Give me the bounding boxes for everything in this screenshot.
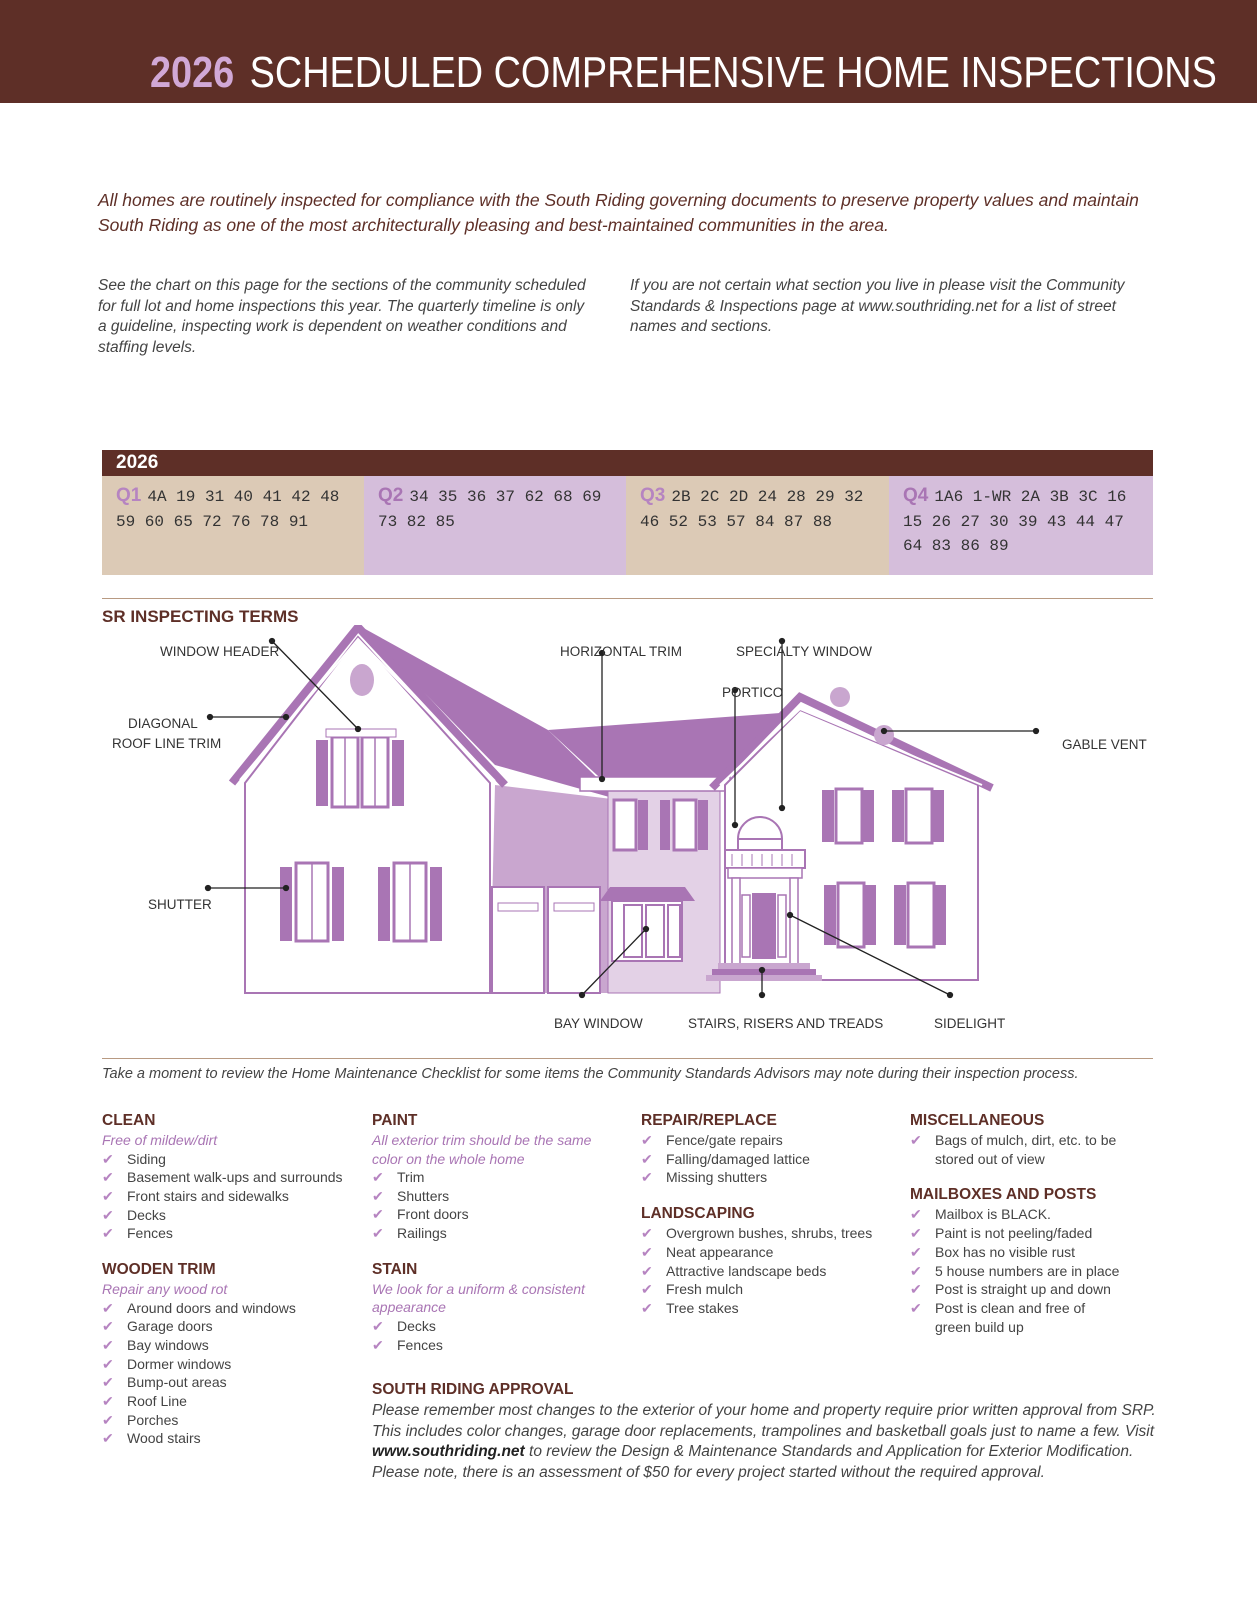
checklist-list xyxy=(372,1317,622,1354)
title-year: 2026 xyxy=(150,48,235,97)
checklist-item xyxy=(910,1299,1160,1336)
checklist-column-3 xyxy=(641,1112,891,1318)
label-diagonal-2: ROOF LINE TRIM xyxy=(112,736,222,751)
quarter-label: Q1 xyxy=(116,485,142,506)
checklist-list xyxy=(102,1299,352,1449)
checklist-item: ✔ Post is straight up and down xyxy=(910,1280,1160,1299)
divider xyxy=(102,598,1153,599)
checklist-item: ✔ 5 house numbers are in place xyxy=(910,1262,1160,1281)
checklist-item: ✔ Box has no visible rust xyxy=(910,1243,1160,1262)
page-title xyxy=(150,48,1217,98)
item-line: green build up xyxy=(935,1318,1024,1335)
category-subtitle: Free of mildew/dirt xyxy=(102,1132,218,1148)
category-title: REPAIR/REPLACE xyxy=(641,1112,777,1129)
checklist-item xyxy=(910,1131,1160,1168)
item-line: Bags of mulch, dirt, etc. to be xyxy=(935,1132,1117,1148)
sections-line: 15 26 27 30 39 43 44 47 xyxy=(903,512,1124,531)
sections-line: 73 82 85 xyxy=(378,512,455,531)
schedule-header xyxy=(102,450,1153,476)
quarter-label: Q2 xyxy=(378,485,404,506)
category-subtitle: color on the whole home xyxy=(372,1150,525,1167)
approval-title: SOUTH RIDING APPROVAL xyxy=(372,1381,574,1398)
schedule-q3 xyxy=(626,476,889,575)
sections-line: 4A 19 31 40 41 42 48 xyxy=(147,488,340,506)
checklist-item: ✔ Decks xyxy=(372,1317,622,1336)
paragraph-right: If you are not certain what section you live in please visit the Community Standards & Inspections page at www.southriding.net for a list of street names and sections. xyxy=(630,277,1125,335)
item-line: stored out of view xyxy=(935,1150,1045,1167)
checklist-list xyxy=(910,1131,1160,1168)
category-title: MAILBOXES AND POSTS xyxy=(910,1186,1097,1204)
checklist-item: ✔ Neat appearance xyxy=(641,1243,891,1262)
label-sidelight: SIDELIGHT xyxy=(934,1016,1006,1031)
checklist-item: ✔ Fence/gate repairs xyxy=(641,1131,891,1150)
checklist-item: ✔ Fresh mulch xyxy=(641,1280,891,1299)
category-title: CLEAN xyxy=(102,1112,156,1129)
quarter-label: Q4 xyxy=(903,485,929,506)
sections-line: 34 35 36 37 62 68 69 xyxy=(409,488,602,506)
checklist-item: ✔ Bump-out areas xyxy=(102,1373,352,1392)
label-diagonal-1: DIAGONAL xyxy=(128,716,198,731)
label-gable-vent: GABLE VENT xyxy=(1062,737,1147,752)
category-subtitle: We look for a uniform & consistent xyxy=(372,1280,585,1297)
checklist-item: ✔ Trim xyxy=(372,1168,622,1187)
sections-line: 1A6 1-WR 2A 3B 3C 16 xyxy=(934,488,1127,506)
house-illustration xyxy=(100,625,1160,1055)
terms-title: SR INSPECTING TERMS xyxy=(102,607,299,626)
checklist-list xyxy=(102,1150,352,1244)
sections-line: 2B 2C 2D 24 28 29 32 xyxy=(671,488,864,506)
checklist-item: ✔ Missing shutters xyxy=(641,1168,891,1187)
sections-line: 46 52 53 57 84 87 88 xyxy=(640,512,833,531)
checklist-item: ✔ Shutters xyxy=(372,1187,622,1206)
schedule-q1 xyxy=(102,476,364,575)
category-subtitle: Repair any wood rot xyxy=(102,1281,228,1298)
category-title: LANDSCAPING xyxy=(641,1205,755,1223)
checklist-item: ✔ Porches xyxy=(102,1411,352,1430)
checklist-item: ✔ Siding xyxy=(102,1150,352,1169)
checklist-column-1 xyxy=(102,1112,352,1448)
approval-section xyxy=(372,1381,1162,1484)
schedule-q4 xyxy=(889,476,1153,575)
checklist-item: ✔ Around doors and windows xyxy=(102,1299,352,1318)
checklist-column-2 xyxy=(372,1112,622,1354)
checklist-item: ✔ Railings xyxy=(372,1224,622,1243)
sections-line: 64 83 86 89 xyxy=(903,537,1009,555)
approval-text-before: Please remember most changes to the exterior of your home and property require prior written approval from SRP. This includes color changes, garage door replacements, trampolines and basketball goals just to name a few. Visit xyxy=(372,1402,1156,1440)
checklist-item: ✔ Falling/damaged lattice xyxy=(641,1150,891,1169)
checklist-item: ✔ Overgrown bushes, shrubs, trees xyxy=(641,1224,891,1243)
label-stairs: STAIRS, RISERS AND TREADS xyxy=(688,1016,884,1031)
label-horizontal-trim: HORIZONTAL TRIM xyxy=(560,644,683,659)
quarter-label: Q3 xyxy=(640,485,666,506)
checklist-item: ✔ Wood stairs xyxy=(102,1429,352,1448)
checklist-item: ✔ Attractive landscape beds xyxy=(641,1262,891,1281)
checklist-item: ✔ Front doors xyxy=(372,1205,622,1224)
label-bay-window: BAY WINDOW xyxy=(554,1016,643,1031)
intro-text: All homes are routinely inspected for compliance with the South Riding governing documents to preserve property values and maintain South Riding as one of the most architecturally pleasing and best-maintained communities in the area. xyxy=(98,190,1139,235)
checklist-item: ✔ Basement walk-ups and surrounds xyxy=(102,1168,352,1187)
label-portico: PORTICO xyxy=(722,685,784,700)
approval-website-link[interactable]: www.southriding.net xyxy=(372,1443,525,1461)
checklist-list xyxy=(641,1224,891,1318)
checklist-list xyxy=(372,1168,622,1243)
approval-text-after: to review the Design & Maintenance Standards and Application for Exterior Modification. Please note, there is an assessment of $50 for every project started without the required approval. xyxy=(372,1443,1134,1482)
paragraph-left: See the chart on this page for the sections of the community scheduled for full lot and home inspections this year. The quarterly timeline is only a guideline, inspecting work is dependent on weather conditions and staffing levels. xyxy=(98,277,586,356)
checklist-item: ✔ Fences xyxy=(372,1336,622,1355)
checklist-list xyxy=(641,1131,891,1187)
checklist-item: ✔ Fences xyxy=(102,1224,352,1243)
sections-line: 59 60 65 72 76 78 91 xyxy=(116,512,309,531)
checklist-item: ✔ Dormer windows xyxy=(102,1355,352,1374)
divider xyxy=(102,1058,1153,1059)
category-title: STAIN xyxy=(372,1260,418,1278)
checklist-item: ✔ Decks xyxy=(102,1206,352,1225)
title-text: SCHEDULED COMPREHENSIVE HOME INSPECTIONS xyxy=(249,48,1217,97)
checklist-intro: Take a moment to review the Home Maintenance Checklist for some items the Community Standards Advisors may note during their inspection process. xyxy=(102,1066,1079,1082)
label-specialty-window: SPECIALTY WINDOW xyxy=(736,644,873,659)
approval-text xyxy=(372,1401,1162,1484)
category-subtitle: appearance xyxy=(372,1299,446,1316)
checklist-column-4 xyxy=(910,1112,1160,1336)
label-window-header: WINDOW HEADER xyxy=(160,644,280,659)
checklist-item: ✔ Mailbox is BLACK. xyxy=(910,1205,1160,1224)
checklist-item: ✔ Tree stakes xyxy=(641,1299,891,1318)
checklist-item: ✔ Roof Line xyxy=(102,1392,352,1411)
category-subtitle: All exterior trim should be the same xyxy=(372,1132,592,1148)
checklist-item: ✔ Front stairs and sidewalks xyxy=(102,1187,352,1206)
category-title: WOODEN TRIM xyxy=(102,1261,216,1279)
category-title: MISCELLANEOUS xyxy=(910,1112,1045,1129)
label-shutter: SHUTTER xyxy=(148,897,212,912)
schedule-year: 2026 xyxy=(116,452,159,473)
checklist-item: ✔ Garage doors xyxy=(102,1317,352,1336)
category-title: PAINT xyxy=(372,1112,418,1129)
item-line: Post is clean and free of xyxy=(935,1299,1086,1316)
checklist-list xyxy=(910,1205,1160,1336)
schedule-q2 xyxy=(364,476,626,575)
checklist-item: ✔ Bay windows xyxy=(102,1336,352,1355)
checklist-item: ✔ Paint is not peeling/faded xyxy=(910,1224,1160,1243)
